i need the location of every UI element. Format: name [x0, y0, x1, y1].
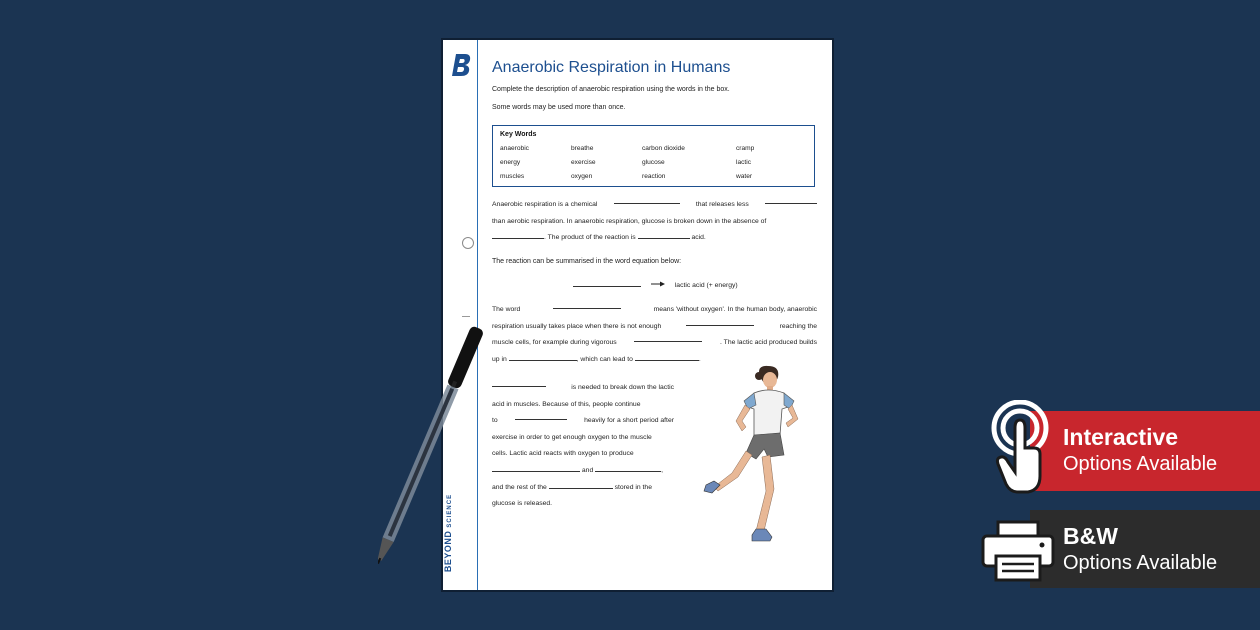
p3-text-6: . The lactic acid produced builds	[720, 339, 817, 347]
answer-blank[interactable]	[509, 354, 577, 361]
p4-text-7: and	[581, 466, 594, 474]
worksheet-page	[441, 38, 834, 592]
p4-text-8: ,	[661, 466, 664, 474]
p4-text-9: and the rest of the	[492, 483, 547, 491]
p4-text-1: is needed to break down the lactic	[571, 384, 674, 391]
key-word: energy	[500, 159, 521, 166]
paragraph-1	[492, 197, 817, 247]
brand-sub: SCIENCE	[447, 493, 454, 528]
equation-product: lactic acid (+ energy)	[674, 282, 738, 289]
instructions-1: Complete the description of anaerobic respiration using the words in the box.	[492, 86, 730, 93]
answer-blank[interactable]	[553, 302, 621, 309]
bw-subtitle: Options Available	[1063, 552, 1218, 574]
key-word: carbon dioxide	[642, 145, 685, 152]
key-word: muscles	[500, 173, 525, 180]
printer-icon	[980, 520, 1056, 582]
answer-blank[interactable]	[638, 232, 690, 239]
answer-blank[interactable]	[614, 197, 680, 204]
beyond-logo-icon	[451, 52, 473, 78]
touch-hand-icon	[988, 400, 1056, 500]
p4-text-6: cells. Lactic acid reacts with oxygen to produce	[492, 450, 634, 458]
key-word: oxygen	[571, 173, 593, 180]
key-word: reaction	[642, 173, 666, 180]
p1-text-1: Anaerobic respiration is a chemical	[492, 201, 598, 208]
key-words-title: Key Words	[500, 131, 537, 138]
p1-text-3: than aerobic respiration. In anaerobic respiration, glucose is broken down in the absence of	[492, 217, 767, 225]
answer-blank[interactable]	[549, 482, 613, 489]
arrow-icon	[651, 281, 665, 289]
answer-blank[interactable]	[492, 465, 580, 472]
key-word: cramp	[736, 145, 755, 152]
p4-text-2: acid in muscles. Because of this, people continue	[492, 400, 641, 408]
bw-title: B&W	[1063, 523, 1118, 549]
p4-text-5: exercise in order to get enough oxygen to the muscle	[492, 433, 652, 441]
instructions-2: Some words may be used more than once.	[492, 104, 626, 111]
p3-text-7: up in	[492, 355, 507, 363]
p3-text-2: means 'without oxygen'. In the human body, anaerobic	[653, 306, 817, 313]
key-word: glucose	[642, 159, 665, 166]
bw-options-badge[interactable]	[1030, 510, 1260, 588]
key-word: breathe	[571, 145, 594, 152]
p4-text-3: to	[492, 417, 498, 425]
answer-blank[interactable]	[635, 354, 699, 361]
p1-text-4: . The product of the reaction is	[544, 234, 636, 242]
word-equation	[573, 280, 738, 289]
answer-blank[interactable]	[515, 413, 567, 420]
p3-text-9: .	[698, 355, 701, 363]
key-words-box	[492, 125, 815, 187]
page-title: Anaerobic Respiration in Humans	[492, 59, 731, 76]
fold-mark	[462, 316, 470, 317]
binder-hole	[462, 237, 474, 249]
interactive-options-badge[interactable]	[1030, 411, 1260, 491]
p3-text-4: reaching the	[779, 322, 817, 330]
brand-main: BEYOND	[443, 530, 454, 573]
p3-text-8: , which can lead to	[576, 355, 633, 363]
answer-blank[interactable]	[492, 380, 546, 387]
pen-icon	[378, 318, 493, 582]
key-word: water	[736, 173, 753, 180]
key-word: exercise	[571, 159, 596, 166]
p3-text-1: The word	[492, 306, 521, 313]
p4-text-10: stored in the	[614, 483, 652, 491]
answer-blank[interactable]	[765, 197, 817, 204]
answer-blank[interactable]	[595, 465, 664, 474]
paragraph-3	[492, 302, 817, 368]
interactive-subtitle: Options Available	[1063, 453, 1218, 475]
runner-illustration	[698, 363, 818, 573]
p1-text-5: acid.	[691, 234, 706, 242]
interactive-title: Interactive	[1063, 424, 1179, 450]
answer-blank[interactable]	[686, 319, 754, 326]
answer-blank[interactable]	[634, 335, 702, 342]
key-word: lactic	[736, 159, 752, 166]
p3-text-3: respiration usually takes place when there is not enough	[492, 322, 662, 330]
p1-text-2: that releases less	[695, 201, 749, 208]
paragraph-2: The reaction can be summarised in the word equation below:	[492, 258, 682, 265]
p4-text-11: glucose is released.	[492, 500, 553, 508]
paragraph-4	[492, 380, 674, 513]
key-word: anaerobic	[500, 145, 529, 152]
p4-text-4: heavily for a short period after	[584, 417, 674, 425]
answer-blank[interactable]	[492, 232, 544, 239]
p3-text-5: muscle cells, for example during vigorous	[492, 339, 617, 347]
answer-blank[interactable]	[573, 280, 641, 287]
